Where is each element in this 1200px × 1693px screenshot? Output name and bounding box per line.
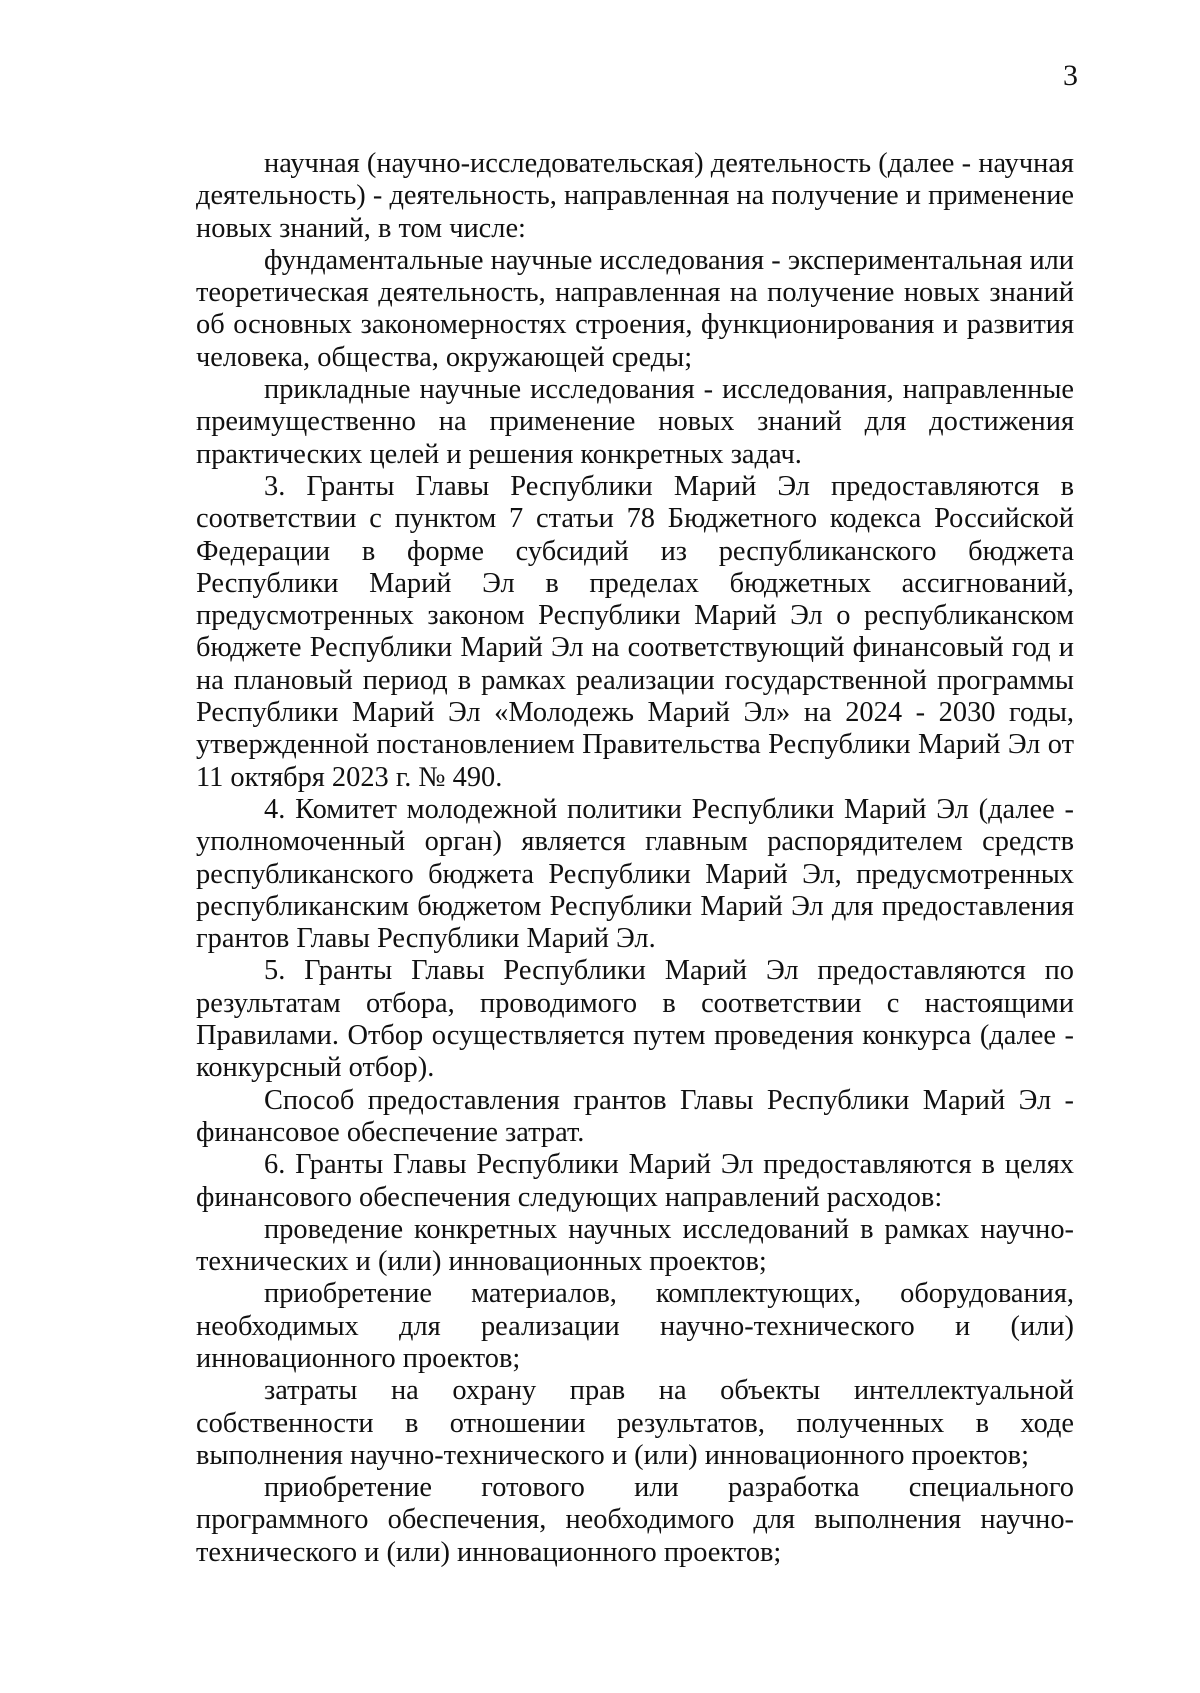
paragraph: 3. Гранты Главы Республики Марий Эл предоставляются в соответствии с пунктом 7 статьи 78 Бюджетного кодекса Российской Федерации в форме субсидий из республиканского бюджета Республики Марий Эл в пределах бюджетных ассигнований, предусмотренных законом Республики Марий Эл о республиканском бюджете Республики Марий Эл на соответствующий финансовый год и на плановый период в рамках реализации государственной программы Республики Марий Эл «Молодежь Марий Эл» на 2024 - 2030 годы, утвержденной постановлением Правительства Республики Марий Эл от 11 октября 2023 г. № 490. bbox=[196, 470, 1074, 793]
paragraph: 6. Гранты Главы Республики Марий Эл предоставляются в целях финансового обеспечения следующих направлений расходов: bbox=[196, 1149, 1074, 1213]
paragraph: Способ предоставления грантов Главы Республики Марий Эл - финансовое обеспечение затрат. bbox=[196, 1084, 1074, 1148]
paragraph: прикладные научные исследования - исследования, направленные преимущественно на применение новых знаний для достижения практических целей и решения конкретных задач. bbox=[196, 374, 1074, 470]
paragraph: 5. Гранты Главы Республики Марий Эл предоставляются по результатам отбора, проводимого в соответствии с настоящими Правилами. Отбор осуществляется путем проведения конкурса (далее - конкурсный отбор). bbox=[196, 955, 1074, 1084]
paragraph: приобретение готового или разработка специального программного обеспечения, необходимого для выполнения научно-технического и (или) инновационного проектов; bbox=[196, 1472, 1074, 1568]
document-body bbox=[196, 148, 1074, 1569]
paragraph: затраты на охрану прав на объекты интеллектуальной собственности в отношении результатов, полученных в ходе выполнения научно-технического и (или) инновационного проектов; bbox=[196, 1375, 1074, 1471]
paragraph: приобретение материалов, комплектующих, оборудования, необходимых для реализации научно-технического и (или) инновационного проектов; bbox=[196, 1278, 1074, 1374]
page-number: 3 bbox=[1063, 59, 1078, 92]
paragraph: проведение конкретных научных исследований в рамках научно-технических и (или) инновационных проектов; bbox=[196, 1213, 1074, 1278]
paragraph: фундаментальные научные исследования - экспериментальная или теоретическая деятельность, направленная на получение новых знаний об основных закономерностях строения, функционирования и развития человека, общества, окружающей среды; bbox=[196, 244, 1074, 373]
paragraph: научная (научно-исследовательская) деятельность (далее - научная деятельность) - деятельность, направленная на получение и применение новых знаний, в том числе: bbox=[196, 148, 1074, 244]
paragraph: 4. Комитет молодежной политики Республики Марий Эл (далее - уполномоченный орган) является главным распорядителем средств республиканского бюджета Республики Марий Эл, предусмотренных республиканским бюджетом Республики Марий Эл для предоставления грантов Главы Республики Марий Эл. bbox=[196, 793, 1074, 955]
